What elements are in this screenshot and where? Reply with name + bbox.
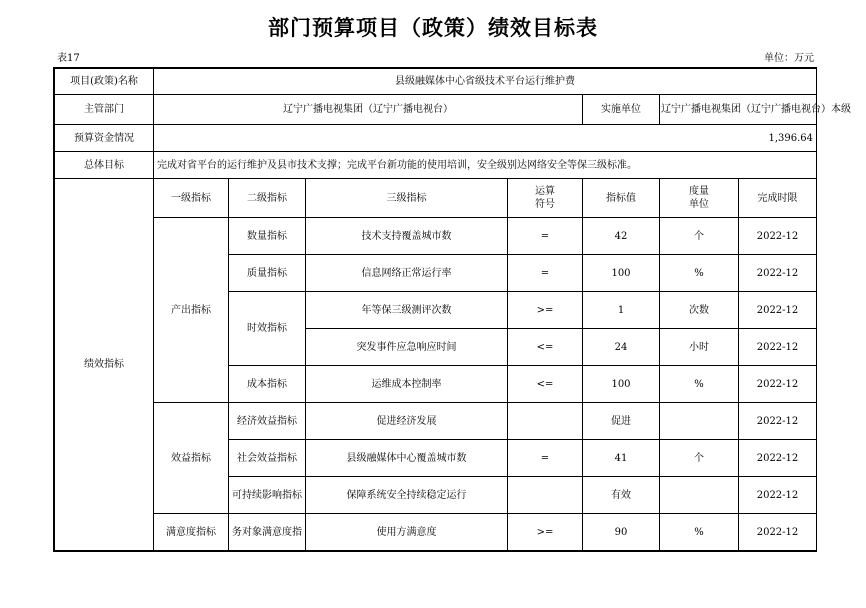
subgroup-quantity: 数量指标 (229, 218, 306, 255)
indicator-name: 县级融媒体中心覆盖城市数 (306, 440, 508, 477)
indicator-deadline: 2022-12 (739, 514, 817, 551)
budget-label: 预算资金情况 (55, 125, 154, 152)
indicator-deadline: 2022-12 (739, 477, 817, 514)
budget-row (55, 125, 817, 152)
header-row (55, 179, 817, 218)
indicator-operator: = (508, 255, 583, 292)
header-level2: 二级指标 (229, 179, 306, 218)
indicator-name: 保障系统安全持续稳定运行 (306, 477, 508, 514)
indicator-name: 使用方满意度 (306, 514, 508, 551)
table-row (55, 514, 817, 551)
indicator-deadline: 2022-12 (739, 403, 817, 440)
indicator-name: 年等保三级测评次数 (306, 292, 508, 329)
department-row (55, 95, 817, 125)
indicator-unit: % (660, 514, 739, 551)
indicator-deadline: 2022-12 (739, 218, 817, 255)
indicator-unit: 小时 (660, 329, 739, 366)
project-name-row (55, 69, 817, 95)
budget-value: 1,396.64 (154, 125, 817, 152)
indicator-unit: 个 (660, 218, 739, 255)
overall-goal-label: 总体目标 (55, 152, 154, 179)
header-target-value: 指标值 (583, 179, 660, 218)
indicator-name: 信息网络正常运行率 (306, 255, 508, 292)
indicator-operator: >= (508, 514, 583, 551)
page-title: 部门预算项目（政策）绩效目标表 (268, 16, 598, 40)
indicator-name: 突发事件应急响应时间 (306, 329, 508, 366)
indicator-name: 促进经济发展 (306, 403, 508, 440)
project-name-label: 项目(政策)名称 (55, 69, 154, 95)
indicator-value: 有效 (583, 477, 660, 514)
table-row (55, 218, 817, 255)
department-label: 主管部门 (55, 95, 154, 125)
subgroup-service-satisfaction: 务对象满意度指 (229, 514, 306, 551)
indicator-operator: <= (508, 366, 583, 403)
header-level1: 一级指标 (154, 179, 229, 218)
group-satisfaction: 满意度指标 (154, 514, 229, 551)
indicator-operator: = (508, 440, 583, 477)
indicator-operator: <= (508, 329, 583, 366)
indicator-operator: = (508, 218, 583, 255)
indicator-value: 1 (583, 292, 660, 329)
overall-goal-row (55, 152, 817, 179)
indicator-unit: 次数 (660, 292, 739, 329)
subgroup-quality: 质量指标 (229, 255, 306, 292)
indicator-deadline: 2022-12 (739, 255, 817, 292)
indicator-unit (660, 477, 739, 514)
subgroup-cost: 成本指标 (229, 366, 306, 403)
unit-label: 单位：万元 (764, 53, 814, 64)
indicator-operator (508, 477, 583, 514)
table-number: 表17 (57, 53, 80, 64)
indicator-operator (508, 403, 583, 440)
subgroup-sustainability: 可持续影响指标 (229, 477, 306, 514)
subgroup-economic: 经济效益指标 (229, 403, 306, 440)
indicator-value: 100 (583, 255, 660, 292)
implementing-unit-value: 辽宁广播电视集团（辽宁广播电视台）本级 (660, 95, 817, 125)
performance-table (54, 68, 851, 551)
indicator-unit: % (660, 366, 739, 403)
overall-goal-value: 完成对省平台的运行维护及县市技术支撑；完成平台新功能的使用培训，安全级别达网络安全等保三级标准。 (154, 152, 817, 179)
header-deadline: 完成时限 (739, 179, 817, 218)
indicator-value: 促进 (583, 403, 660, 440)
indicator-deadline: 2022-12 (739, 292, 817, 329)
header-level3: 三级指标 (306, 179, 508, 218)
indicator-value: 24 (583, 329, 660, 366)
indicator-name: 运维成本控制率 (306, 366, 508, 403)
implementing-unit-label: 实施单位 (583, 95, 660, 125)
indicator-name: 技术支持覆盖城市数 (306, 218, 508, 255)
indicator-deadline: 2022-12 (739, 366, 817, 403)
performance-indicators-label: 绩效指标 (55, 179, 154, 551)
subgroup-social: 社会效益指标 (229, 440, 306, 477)
table-row (55, 403, 817, 440)
indicator-value: 41 (583, 440, 660, 477)
header-unit: 度量 单位 (660, 179, 739, 218)
department-value: 辽宁广播电视集团（辽宁广播电视台） (154, 95, 583, 125)
group-benefit: 效益指标 (154, 403, 229, 514)
indicator-operator: >= (508, 292, 583, 329)
indicator-value: 90 (583, 514, 660, 551)
header-operator: 运算 符号 (508, 179, 583, 218)
indicator-deadline: 2022-12 (739, 440, 817, 477)
group-output: 产出指标 (154, 218, 229, 403)
indicator-deadline: 2022-12 (739, 329, 817, 366)
indicator-unit: 个 (660, 440, 739, 477)
subgroup-timeliness: 时效指标 (229, 292, 306, 366)
indicator-unit (660, 403, 739, 440)
indicator-unit: % (660, 255, 739, 292)
project-name-value: 县级融媒体中心省级技术平台运行维护费 (154, 69, 817, 95)
indicator-value: 42 (583, 218, 660, 255)
indicator-value: 100 (583, 366, 660, 403)
